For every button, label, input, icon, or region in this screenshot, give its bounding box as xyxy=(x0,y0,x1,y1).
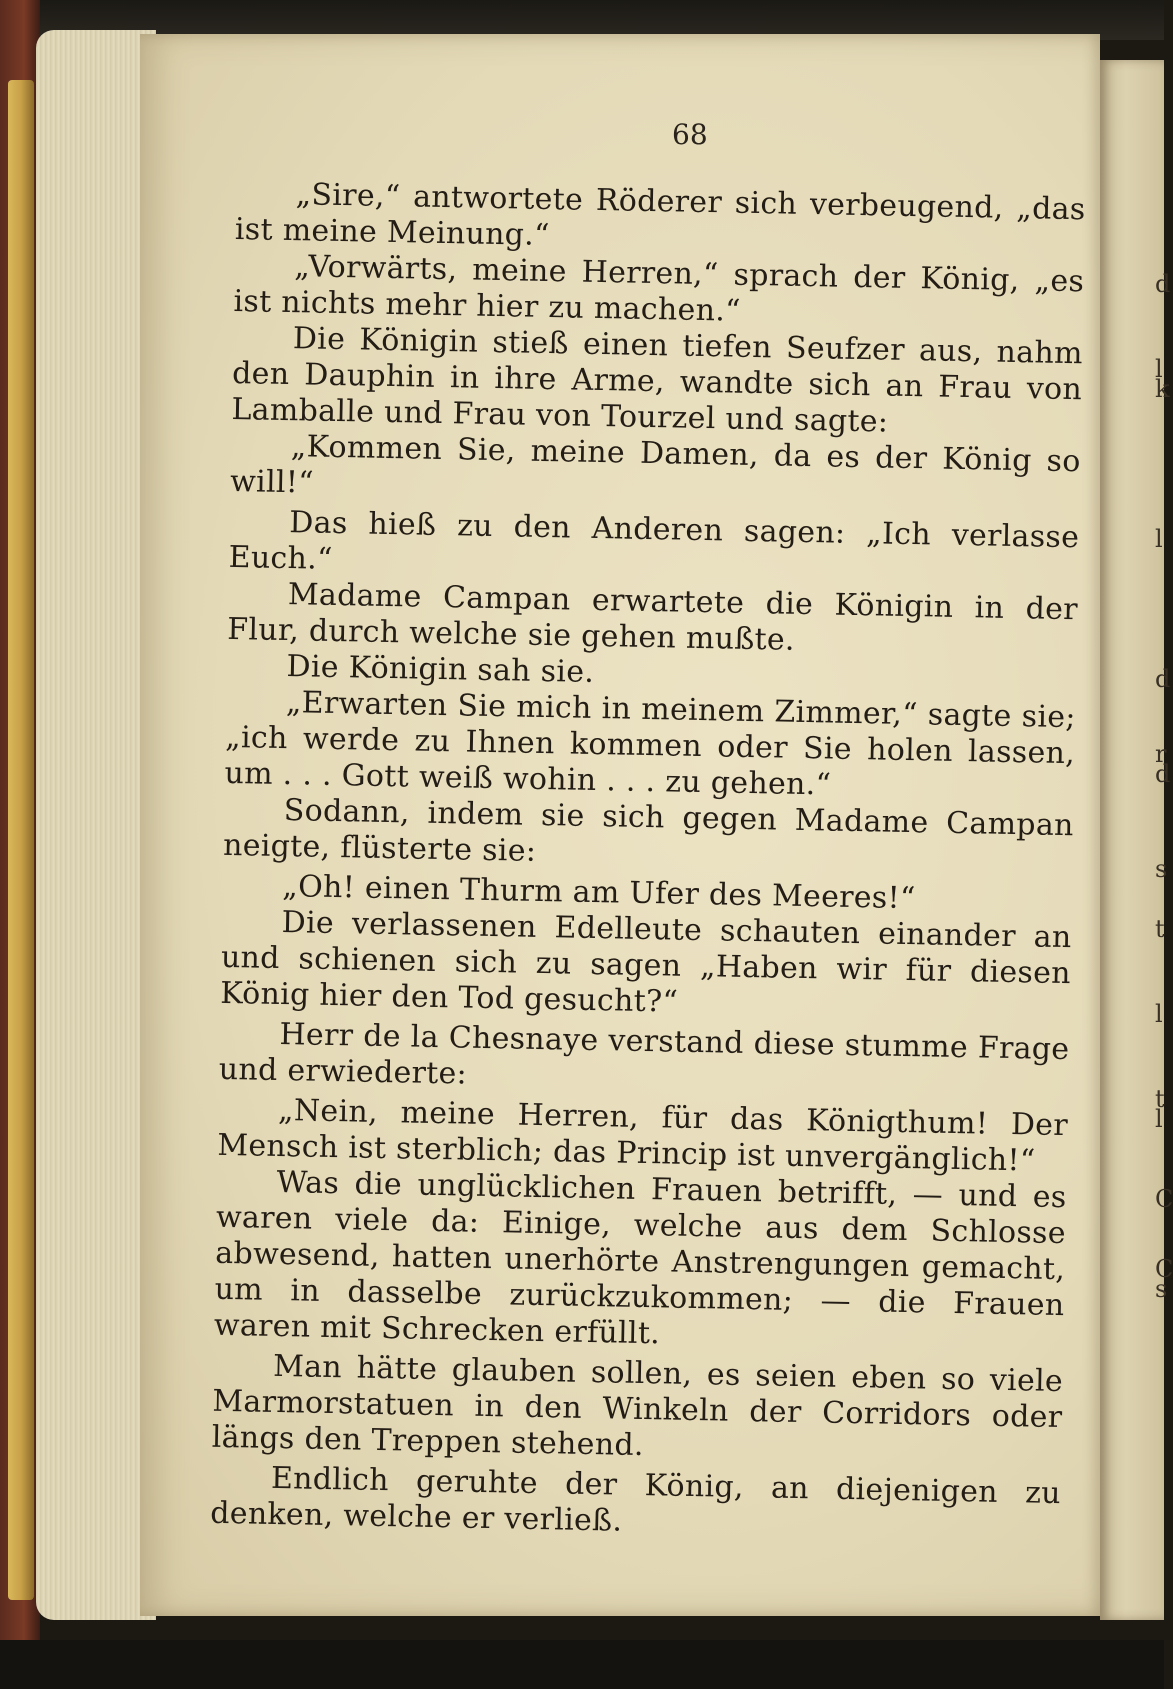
paragraph: „Nein, meine Herren, für das Königthum! Der Mensch ist sterblich; das Princip ist unvergänglich!“ xyxy=(217,1092,1069,1179)
paragraph: Man hätte glauben sollen, es seien eben so viele Marmorstatuen in den Winkeln der Corridors oder längs den Treppen stehend. xyxy=(211,1348,1064,1464)
next-page-letter: t xyxy=(1155,1085,1165,1113)
next-page-letter: C xyxy=(1155,1255,1173,1283)
paragraph: „Vorwärts, meine Herren,“ sprach der König, „es ist nichts mehr hier zu machen.“ xyxy=(233,249,1085,329)
paragraph: „Kommen Sie, meine Damen, da es der König so will!“ xyxy=(229,429,1082,501)
paragraph: Sodann, indem sie sich gegen Madame Campan neigte, flüsterte sie: xyxy=(222,793,1075,869)
gilt-edge xyxy=(8,80,34,1600)
next-page-letter: d xyxy=(1155,665,1171,693)
next-page-letter: d xyxy=(1155,760,1171,788)
paragraph: „Erwarten Sie mich in meinem Zimmer,“ sagte sie; „ich werde zu Ihnen kommen oder Sie holen lassen, um . . . Gott weiß wohin . . . zu gehen.“ xyxy=(224,685,1077,803)
next-page-letter: l xyxy=(1155,1105,1163,1133)
paragraph: Was die unglücklichen Frauen betrifft, — und es waren viele da: Einige, welche aus dem Schlosse abwesend, hatten unerhörte Anstrengungen gemacht, um in dasselbe zurückzukommen; — die Frauen waren mit Schrecken erfüllt. xyxy=(213,1164,1067,1352)
next-page-letter: t xyxy=(1155,915,1165,943)
next-page-letter: d xyxy=(1155,270,1171,298)
next-page-letter: l xyxy=(1155,525,1163,553)
page-stack xyxy=(36,30,156,1620)
paragraph: Die Königin stieß einen tiefen Seufzer aus, nahm den Dauphin in ihre Arme, wandte sich an Frau von Lamballe und Frau von Tourzel und sagte: xyxy=(231,321,1084,440)
next-page-letter: s xyxy=(1155,1275,1168,1303)
book-cover-bottom xyxy=(0,1640,1164,1689)
next-page-letter: s xyxy=(1155,855,1168,883)
paragraph: Endlich geruhte der König, an diejenigen zu denken, welche er verließ. xyxy=(209,1460,1062,1539)
paragraph: Herr de la Chesnaye verstand diese stumme Frage und erwiederte: xyxy=(218,1016,1070,1092)
page-number: 68 xyxy=(672,118,708,151)
paragraph: Madame Campan erwartete die Königin in der Flur, durch welche sie gehen mußte. xyxy=(226,577,1079,658)
paragraph: Die verlassenen Edelleute schauten einander an und schienen sich zu sagen „Haben wir für diesen König hier den Tod gesucht?“ xyxy=(219,905,1072,1020)
paragraph: „Oh! einen Thurm am Ufer des Meeres!“ xyxy=(282,869,916,917)
next-page-letter: l xyxy=(1155,1000,1163,1028)
paragraph: Die Königin sah sie. xyxy=(286,649,595,690)
next-page-letter: C xyxy=(1155,1185,1173,1213)
paragraph: Das hieß zu den Anderen sagen: „Ich verlasse Euch.“ xyxy=(228,505,1080,577)
paragraph: „Sire,“ antwortete Röderer sich verbeugend, „das ist meine Meinung.“ xyxy=(234,177,1086,254)
next-page-letter: r xyxy=(1155,740,1167,768)
next-page-letter: k xyxy=(1155,375,1170,403)
next-page-letter: l xyxy=(1155,355,1163,383)
page-text xyxy=(210,176,1086,1548)
